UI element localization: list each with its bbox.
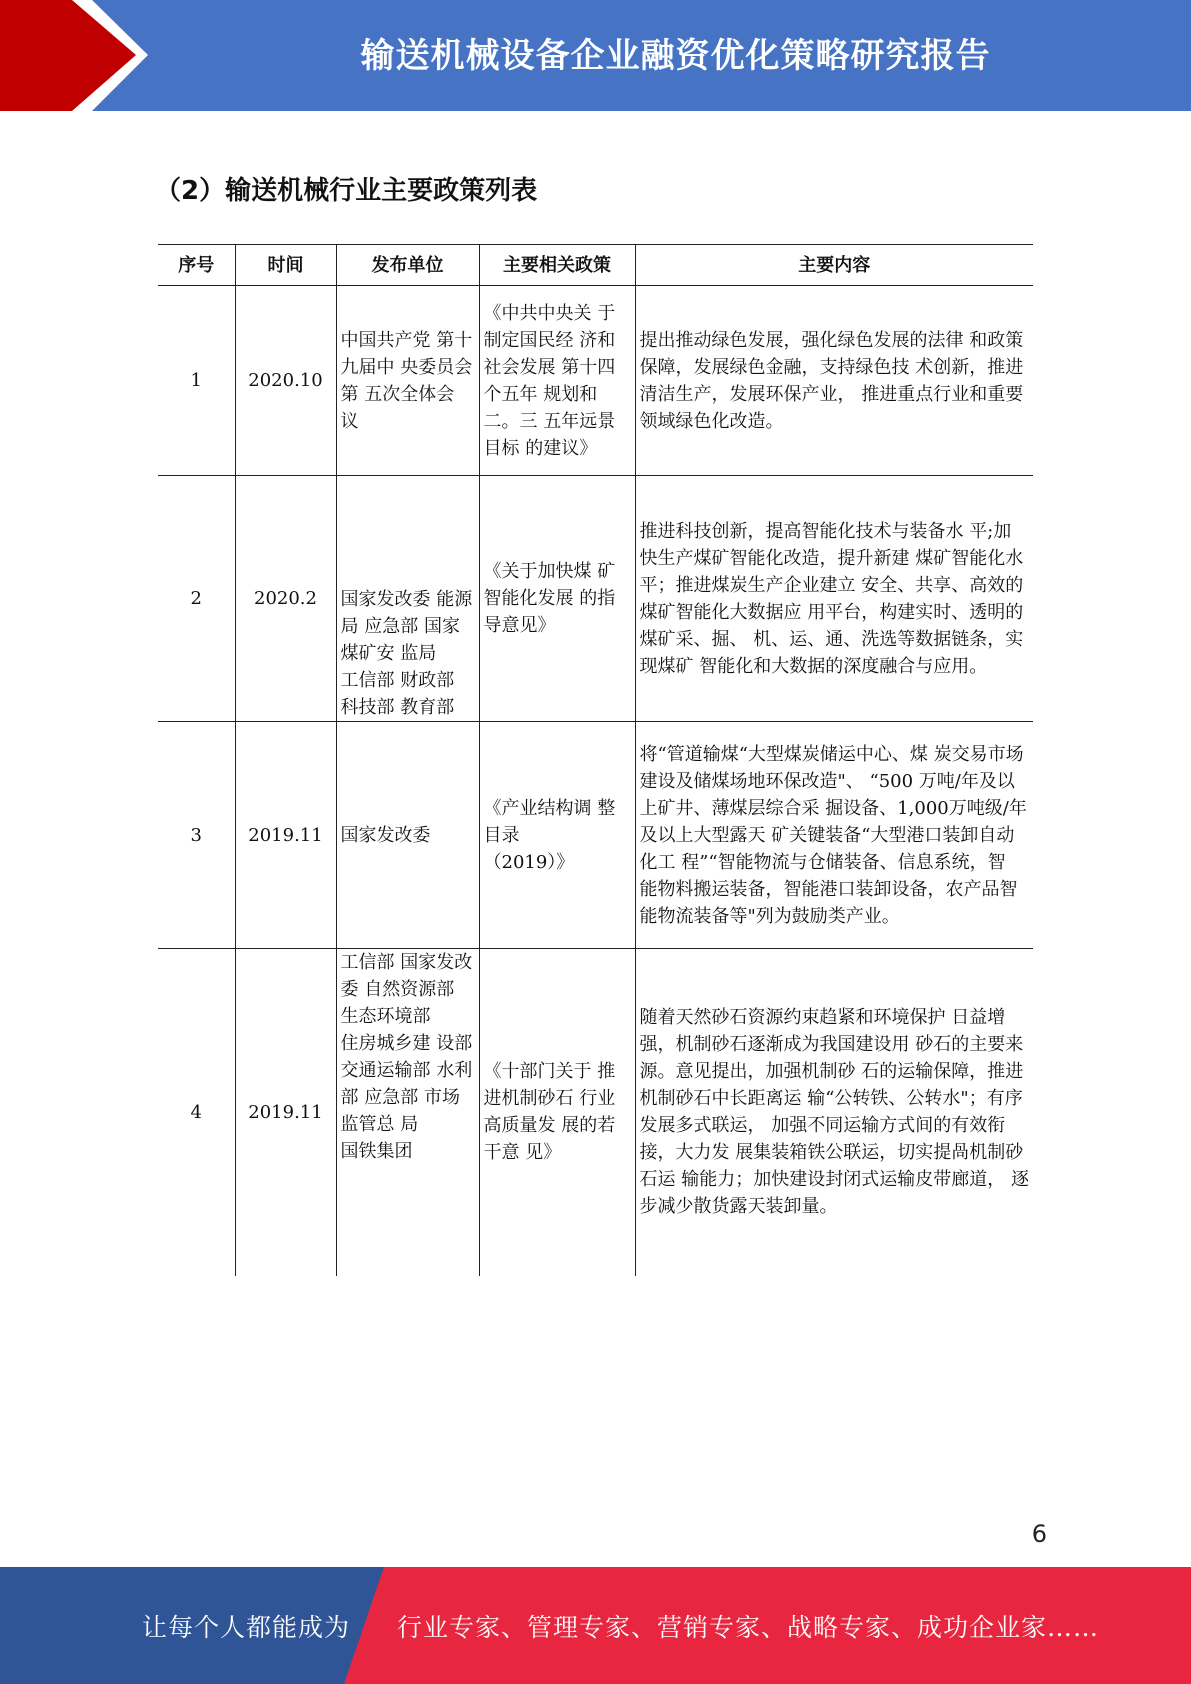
row-number: 4 bbox=[190, 1101, 202, 1123]
table-row bbox=[158, 722, 1033, 949]
row-time: 2019.11 bbox=[235, 722, 336, 949]
row-time: 2020.2 bbox=[235, 476, 336, 722]
row-unit: 中国共产党 第十九届中 央委员会第 五次全体会 议 bbox=[336, 286, 479, 476]
header-time: 时间 bbox=[235, 245, 336, 286]
row-number: 1 bbox=[190, 370, 202, 391]
footer-slogan-right: 行业专家、管理专家、营销专家、战略专家、成功企业家…… bbox=[397, 1613, 1100, 1642]
row-content: 随着天然砂石资源约束趋紧和环境保护 日益增强，机制砂石逐渐成为我国建设用 砂石的主要来源。意见提出，加强机制砂 石的运输保障，推进机制砂石中长距离运 输“公转铁、公转水"；有序发展多式联运， 加强不同运输方式间的有效衔接，大力发 展集装箱铁公联运，切实提咼机制砂石运 输能力；加快建设封闭式运输皮带廊道， 逐步减少散货露天装卸量。 bbox=[635, 949, 1033, 1276]
row-policy: 《产业结构调 整目录 （2019）》 bbox=[479, 722, 635, 949]
policy-table bbox=[158, 244, 1033, 1276]
row-policy: 《十部门关于 推进机制砂石 行业高质量发 展的若干意 见》 bbox=[479, 949, 635, 1276]
row-unit: 国家发改委 bbox=[336, 722, 479, 949]
row-policy: 《中共中央关 于制定国民经 济和社会发展 第十四个五年 规划和二。三 五年远景目标 的建议》 bbox=[479, 286, 635, 476]
row-content: 推进科技创新，提高智能化技术与装备水 平;加快生产煤矿智能化改造，提升新建 煤矿智能化水平；推进煤炭生产企业建立 安全、共享、高效的煤矿智能化大数据应 用平台，构建实时、透明的煤矿采、掘、 机、运、通、洗选等数据链条，实现煤矿 智能化和大数据的深度融合与应用。 bbox=[635, 476, 1033, 722]
table-row bbox=[158, 949, 1033, 1276]
row-policy: 《关于加快煤 矿智能化发展 的指导意见》 bbox=[479, 476, 635, 722]
page-number: 6 bbox=[1031, 1520, 1047, 1548]
footer-slogan-left: 让每个人都能成为 bbox=[142, 1613, 351, 1642]
header-policy: 主要相关政策 bbox=[479, 245, 635, 286]
table-row bbox=[158, 476, 1033, 722]
header-unit: 发布单位 bbox=[336, 245, 479, 286]
table-header-row bbox=[158, 245, 1033, 286]
row-time: 2020.10 bbox=[235, 286, 336, 476]
header-no: 序号 bbox=[178, 254, 215, 276]
row-content: 提出推动绿色发展，强化绿色发展的法律 和政策保障，发展绿色金融，支持绿色技 术创新，推进清洁生产，发展环保产业， 推进重点行业和重要领域绿色化改造。 bbox=[635, 286, 1033, 476]
header-banner bbox=[0, 0, 1191, 111]
row-unit: 国家发改委 能源局 应急部 国家煤矿安 监局 工信部 财政部 科技部 教育部 bbox=[336, 476, 479, 722]
row-unit: 工信部 国家发改委 自然资源部 生态环境部 住房城乡建 设部 交通运输部 水利部 应急部 市场监管总 局 国铁集团 bbox=[336, 949, 479, 1276]
row-number: 2 bbox=[190, 588, 202, 609]
row-time: 2019.11 bbox=[235, 949, 336, 1276]
table-row bbox=[158, 286, 1033, 476]
section-heading: （2）输送机械行业主要政策列表 bbox=[155, 176, 538, 206]
footer-banner bbox=[0, 1567, 1191, 1684]
row-content: 将“管道输煤“大型煤炭储运中心、煤 炭交易市场建设及储煤场地环保改造"、 “500 万吨/年及以上矿井、薄煤层综合采 掘设备、1,000万吨级/年及以上大型露天 矿关键装备“大型港口装卸自动化工 程”“智能物流与仓储装备、信息系统，智 能物料搬运装备，智能港口装卸设备，农产品智能物流装备等"列为鼓励类产业。 bbox=[635, 722, 1033, 949]
row-number: 3 bbox=[190, 824, 202, 846]
report-title: 输送机械设备企业融资优化策略研究报告 bbox=[360, 36, 991, 76]
header-content: 主要内容 bbox=[635, 245, 1033, 286]
